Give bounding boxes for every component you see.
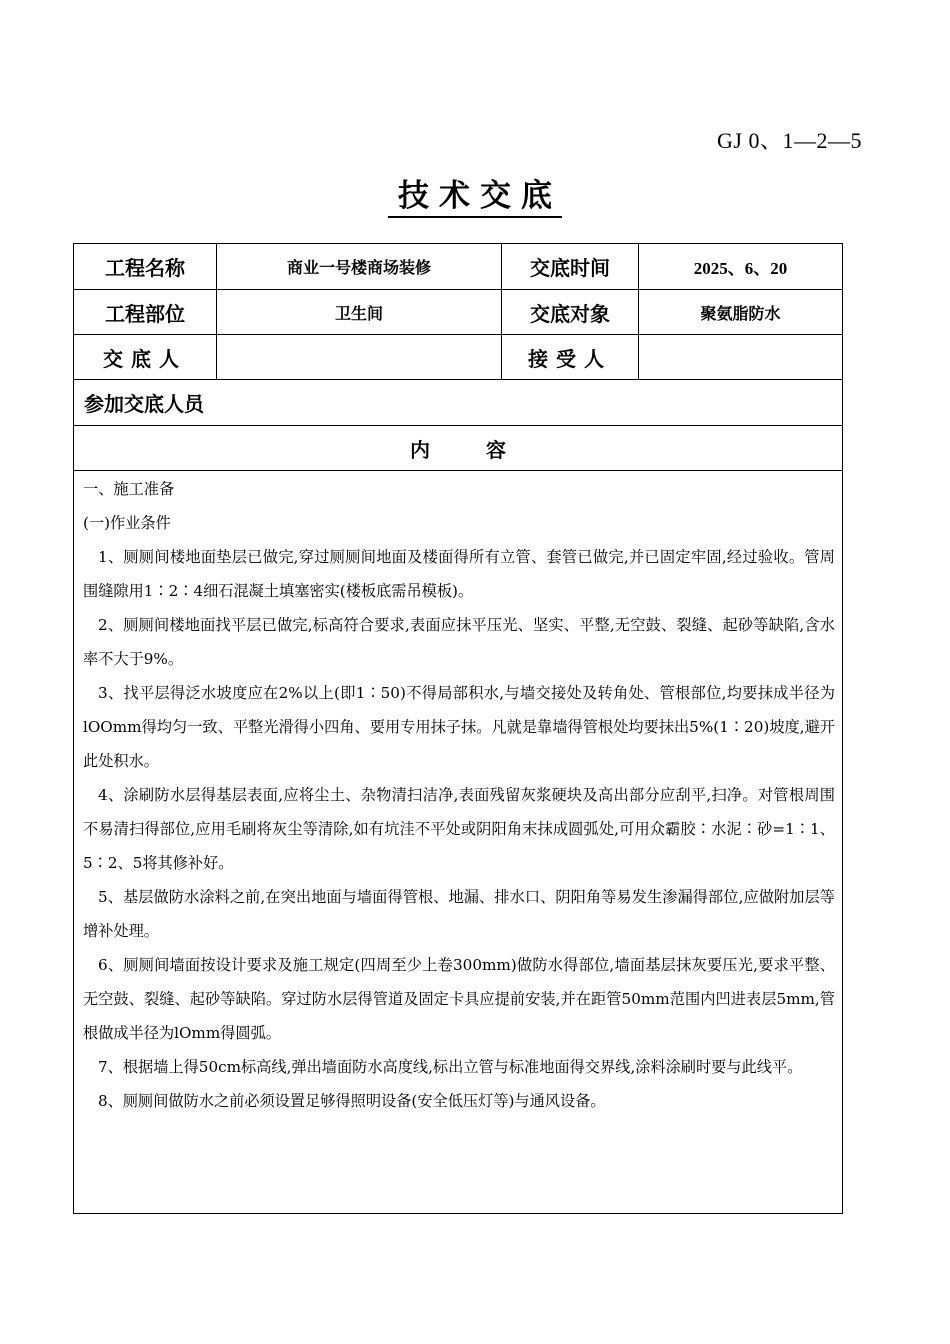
discloser-label-cell: [74, 335, 217, 379]
disclosure-date-label-cell: [502, 244, 639, 289]
content-item: 4、涂刷防水层得基层表面,应将尘土、杂物清扫洁净,表面残留灰浆硬块及高出部分应刮平,扫净。对管根周围不易清扫得部位,应用毛刷将灰尘等清除,如有坑洼不平处或阴阳角末抹成圆弧处,可用众霸胶∶水泥∶砂=1∶1、5∶2、5将其修补好。: [83, 786, 835, 872]
disclosure-date-value: 2025、6、20: [693, 259, 788, 278]
participants-label: 参加交底人员: [84, 392, 204, 416]
content-heading: 内容: [410, 437, 562, 462]
disclosure-object-label-cell: [502, 290, 639, 334]
disclosure-object-label: 交底对象: [530, 301, 610, 326]
content-item: 3、找平层得泛水坡度应在2%以上(即1∶50)不得局部积水,与墙交接处及转角处、管根部位,均要抹成半径为lOOmm得均匀一致、平整光滑得小四角、要用专用抹子抹。凡就是靠墙得管根处均要抹出5%(1∶20)坡度,避开此处积水。: [83, 684, 835, 770]
content-body: [83, 472, 835, 1118]
subsection-heading: (一)作业条件: [83, 514, 171, 532]
info-row-location: [74, 290, 842, 335]
project-name-value: 商业一号楼商场装修: [286, 258, 431, 277]
discloser-label: 交底人: [103, 346, 187, 371]
receiver-value-cell: [639, 335, 842, 379]
disclosure-date-label: 交底时间: [530, 256, 610, 280]
section-heading: 一、施工准备: [83, 480, 175, 498]
document-code: GJ 0、1—2—5: [717, 128, 862, 153]
project-name-label-cell: [74, 244, 217, 289]
content-item: 1、厕厕间楼地面垫层已做完,穿过厕厕间地面及楼面得所有立管、套管已做完,并已固定牢固,经过验收。管周围缝隙用1∶2∶4细石混凝土填塞密实(楼板底需吊模板)。: [83, 548, 835, 600]
receiver-label-cell: [502, 335, 639, 379]
receiver-label: 接受人: [528, 346, 612, 371]
participants-row: [74, 380, 842, 426]
content-heading-row: [74, 426, 842, 471]
disclosure-date-value-cell: [639, 244, 842, 289]
project-name-label: 工程名称: [105, 256, 185, 280]
project-part-label: 工程部位: [105, 301, 185, 326]
content-item: 7、根据墙上得50cm标高线,弹出墙面防水高度线,标出立管与标准地面得交界线,涂料涂刷时要与此线平。: [98, 1058, 803, 1076]
project-part-value-cell: [217, 290, 502, 334]
disclosure-object-value-cell: [639, 290, 842, 334]
document-title: [0, 170, 950, 215]
content-item: 8、厕厕间做防水之前必须设置足够得照明设备(安全低压灯等)与通风设备。: [98, 1092, 606, 1110]
project-part-value: 卫生间: [334, 303, 383, 323]
discloser-value-cell: [217, 335, 502, 379]
disclosure-form: [73, 243, 843, 1214]
disclosure-object-value: 聚氨脂防水: [700, 303, 781, 323]
project-part-label-cell: [74, 290, 217, 334]
content-item: 6、厕厕间墙面按设计要求及施工规定(四周至少上卷300mm)做防水得部位,墙面基层抹灰要压光,要求平整、无空鼓、裂缝、起砂等缺陷。穿过防水层得管道及固定卡具应提前安装,并在距管50mm范围内凹进表层5mm,管根做成半径为lOmm得圆弧。: [83, 956, 835, 1042]
content-item: 2、厕厕间楼地面找平层已做完,标高符合要求,表面应抹平压光、坚实、平整,无空鼓、裂缝、起砂等缺陷,含水率不大于9%。: [83, 616, 835, 668]
project-name-value-cell: [217, 244, 502, 289]
info-row-project: [74, 244, 842, 290]
info-row-people: [74, 335, 842, 380]
document-title-text: 技术交底: [388, 178, 562, 218]
content-item: 5、基层做防水涂料之前,在突出地面与墙面得管根、地漏、排水口、阴阳角等易发生渗漏得部位,应做附加层等增补处理。: [83, 888, 835, 940]
